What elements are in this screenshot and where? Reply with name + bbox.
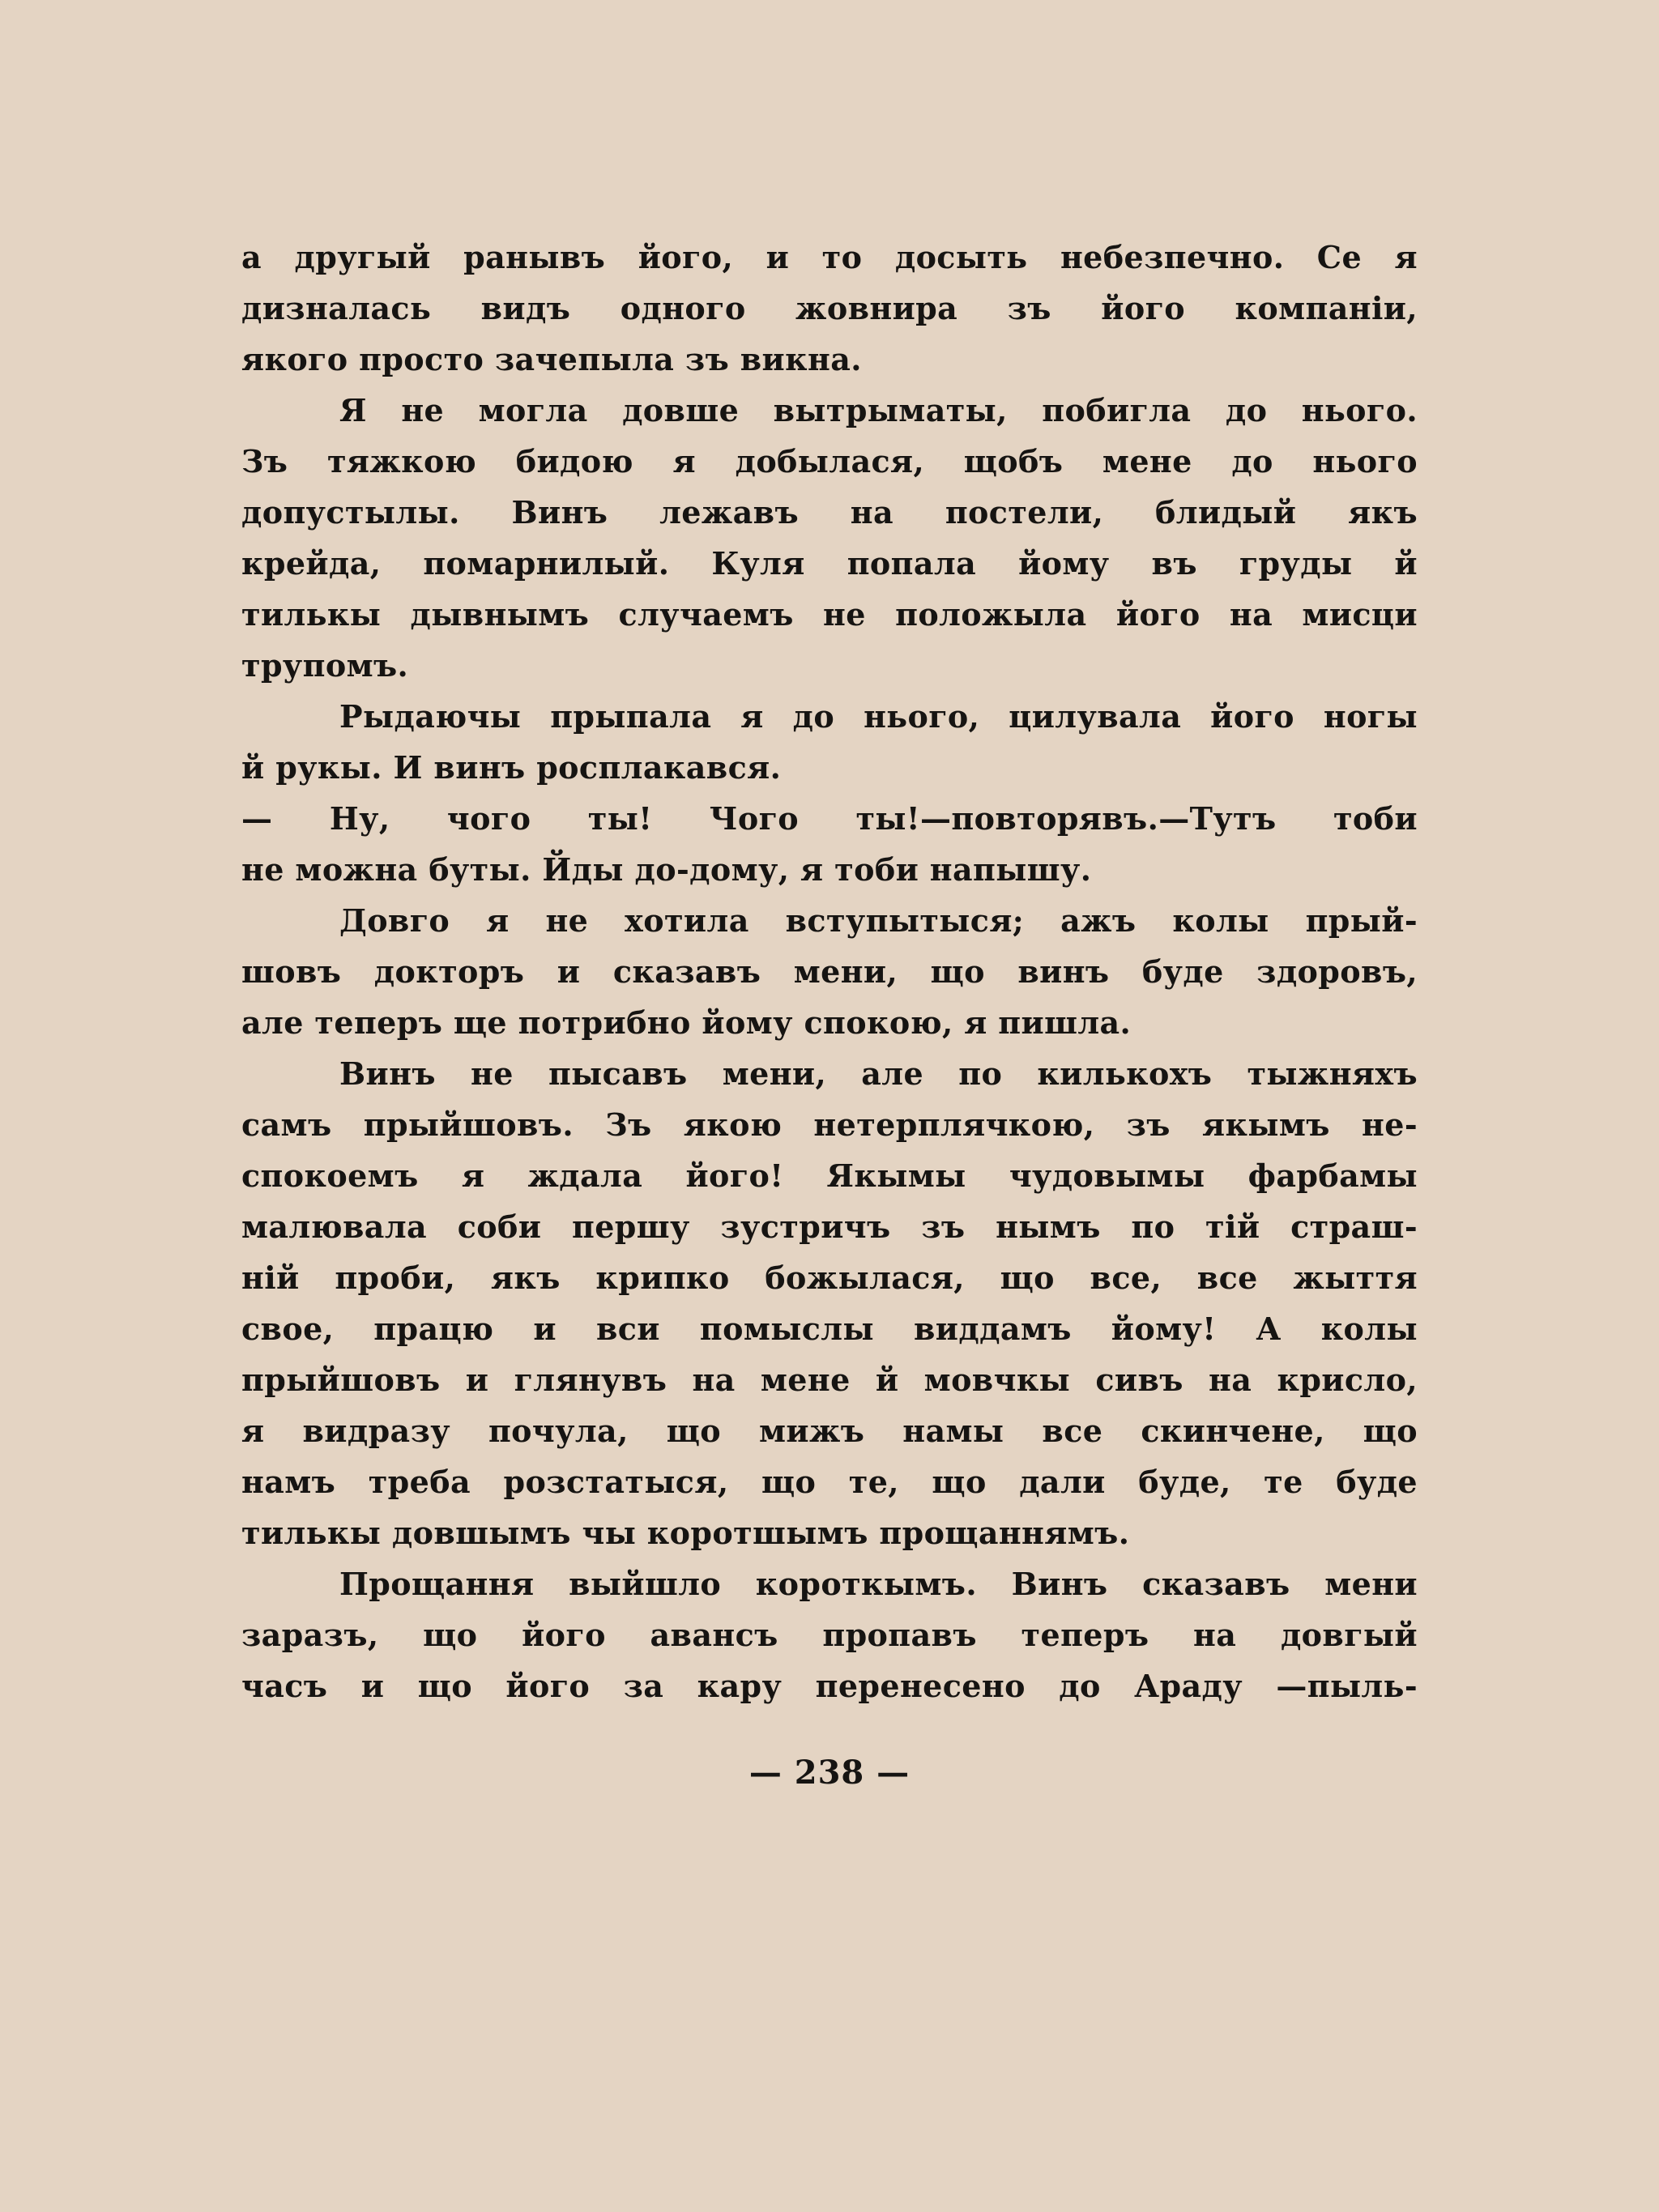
text-line: Зъ тяжкою бидою я добылася, щобъ мене до нього (241, 443, 1418, 479)
text-line: Прощання выйшло короткымъ. Винъ сказавъ мени (339, 1566, 1418, 1602)
text-line: дизналась видъ одного жовнира зъ його компаніи, (241, 290, 1418, 326)
text-line: — Ну, чого ты! Чого ты!—повторявъ.—Тутъ тоби (241, 800, 1418, 837)
text-line: я видразу почула, що мижъ намы все скинчене, що (241, 1413, 1418, 1449)
text-line: намъ треба розстатыся, що те, що дали буде, те буде (241, 1464, 1418, 1500)
text-line: Довго я не хотила вступытыся; ажъ колы прый- (339, 902, 1418, 939)
text-line: свое, працю и вси помыслы виддамъ йому! А колы (241, 1311, 1418, 1347)
text-line: Рыдаючы прыпала я до нього, цилувала його ногы (339, 698, 1418, 735)
text-line: прыйшовъ и глянувъ на мене й мовчкы сивъ на крисло, (241, 1362, 1418, 1398)
text-line: а другый ранывъ його, и то досыть небезпечно. Се я (241, 239, 1418, 275)
text-line: якого просто зачепыла зъ викна. (241, 341, 862, 377)
text-line: трупомъ. (241, 647, 409, 684)
text-line: шовъ докторъ и сказавъ мени, що винъ буде здоровъ, (241, 953, 1418, 990)
page-number: — 238 — (748, 1754, 911, 1792)
text-line: допустылы. Винъ лежавъ на постели, блидый якъ (241, 494, 1418, 531)
text-line: спокоемъ я ждала його! Якымы чудовымы фарбамы (241, 1157, 1418, 1194)
text-line: Я не могла довше вытрыматы, побигла до нього. (339, 392, 1418, 428)
text-line: тилькы дывнымъ случаемъ не положыла його на мисци (241, 596, 1418, 633)
text-line: й рукы. И винъ росплакався. (241, 749, 782, 786)
text-line: ній проби, якъ крипко божылася, що все, все жыття (241, 1259, 1418, 1296)
text-line: малювала соби першу зустричъ зъ нымъ по тій страш- (241, 1208, 1418, 1245)
text-line: крейда, помарнилый. Куля попала йому въ груды й (241, 545, 1418, 582)
text-line: тилькы довшымъ чы коротшымъ прощаннямъ. (241, 1515, 1130, 1551)
text-line: не можна буты. Йды до-дому, я тоби напышу. (241, 851, 1092, 888)
text-line: часъ и що його за кару перенесено до Араду —пыль- (241, 1668, 1418, 1704)
text-line: самъ прыйшовъ. Зъ якою нетерплячкою, зъ якымъ не- (241, 1106, 1418, 1143)
text-line: але теперъ ще потрибно йому спокою, я пишла. (241, 1004, 1132, 1041)
text-line: заразъ, що його авансъ пропавъ теперъ на довгый (241, 1617, 1418, 1653)
text-line: Винъ не пысавъ мени, але по килькохъ тыжняхъ (339, 1055, 1418, 1092)
body-text (241, 232, 1418, 1711)
